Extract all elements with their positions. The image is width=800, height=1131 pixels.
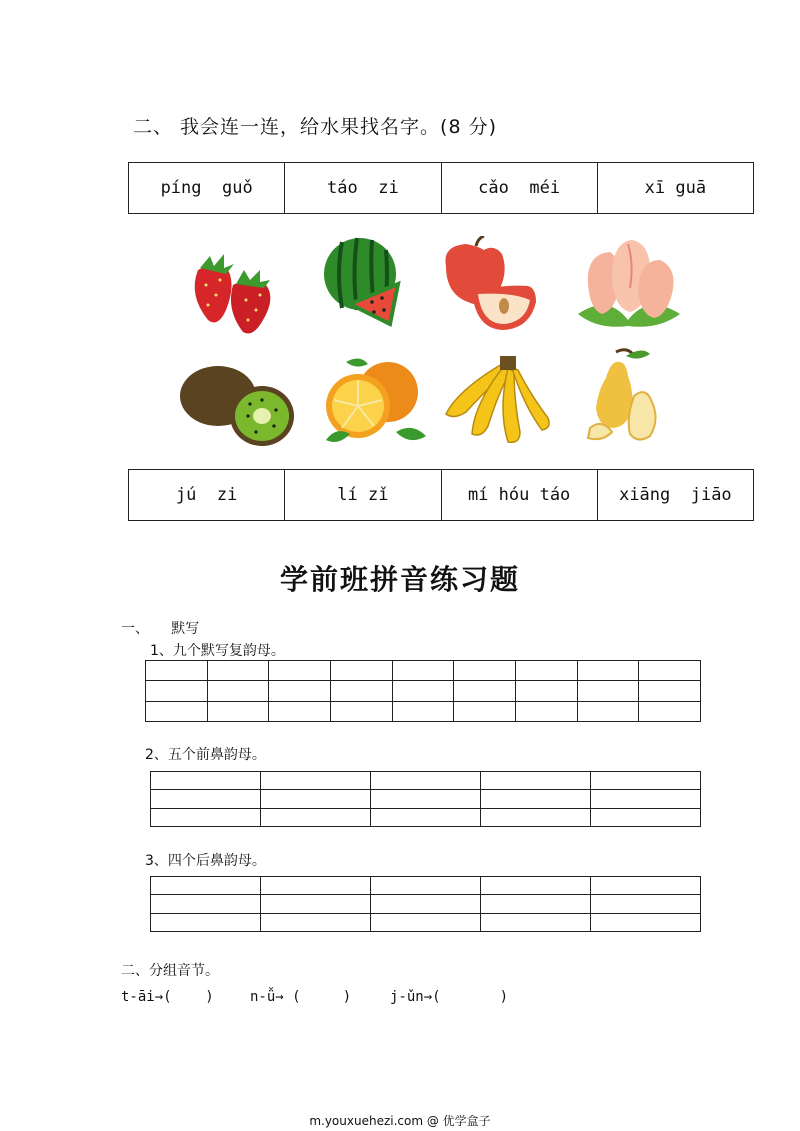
- pinyin-cell: mí hóu táo: [442, 470, 598, 520]
- pinyin-cell: cǎo méi: [442, 163, 598, 213]
- part-one-heading: 一、 默写: [121, 621, 200, 637]
- question-2-label: 2、五个前鼻韵母。: [145, 747, 266, 763]
- footer-watermark: m.youxuehezi.com @ 优学盒子: [309, 1114, 491, 1128]
- part-two-heading: 二、分组音节。: [121, 963, 219, 979]
- strawberry-icon: [178, 240, 298, 340]
- pinyin-row-top: [128, 162, 754, 214]
- pinyin-cell: xī guā: [644, 178, 707, 198]
- banana-icon: [438, 350, 558, 450]
- pinyin-cell: píng guǒ: [129, 163, 285, 213]
- apple-icon: [432, 236, 552, 336]
- answer-grid-3: [150, 876, 701, 932]
- watermelon-icon: [312, 232, 432, 332]
- syllable-item: j-ǔn→( ): [390, 989, 509, 1005]
- syllable-item: n-ǚ→ ( ): [250, 989, 352, 1005]
- question-3-label: 3、四个后鼻韵母。: [145, 853, 266, 869]
- question-1-label: 1、九个默写复韵母。: [150, 643, 285, 659]
- answer-grid-2: [150, 771, 701, 827]
- answer-grid-1: [145, 660, 701, 722]
- orange-icon: [316, 350, 436, 450]
- peach-icon: [568, 234, 688, 334]
- syllable-item: t-āi→( ): [121, 989, 214, 1005]
- pear-icon: [572, 346, 692, 446]
- pinyin-row-bottom: [128, 469, 754, 521]
- pinyin-cell: lí zǐ: [285, 470, 441, 520]
- pinyin-cell: xiāng jiāo: [619, 485, 732, 505]
- page-title: 学前班拼音练习题: [279, 563, 520, 596]
- section-title: 二、 我会连一连，给水果找名字。(8 分): [133, 116, 497, 138]
- pinyin-cell: jú zi: [129, 470, 285, 520]
- pinyin-cell: táo zi: [285, 163, 441, 213]
- kiwi-icon: [176, 354, 296, 454]
